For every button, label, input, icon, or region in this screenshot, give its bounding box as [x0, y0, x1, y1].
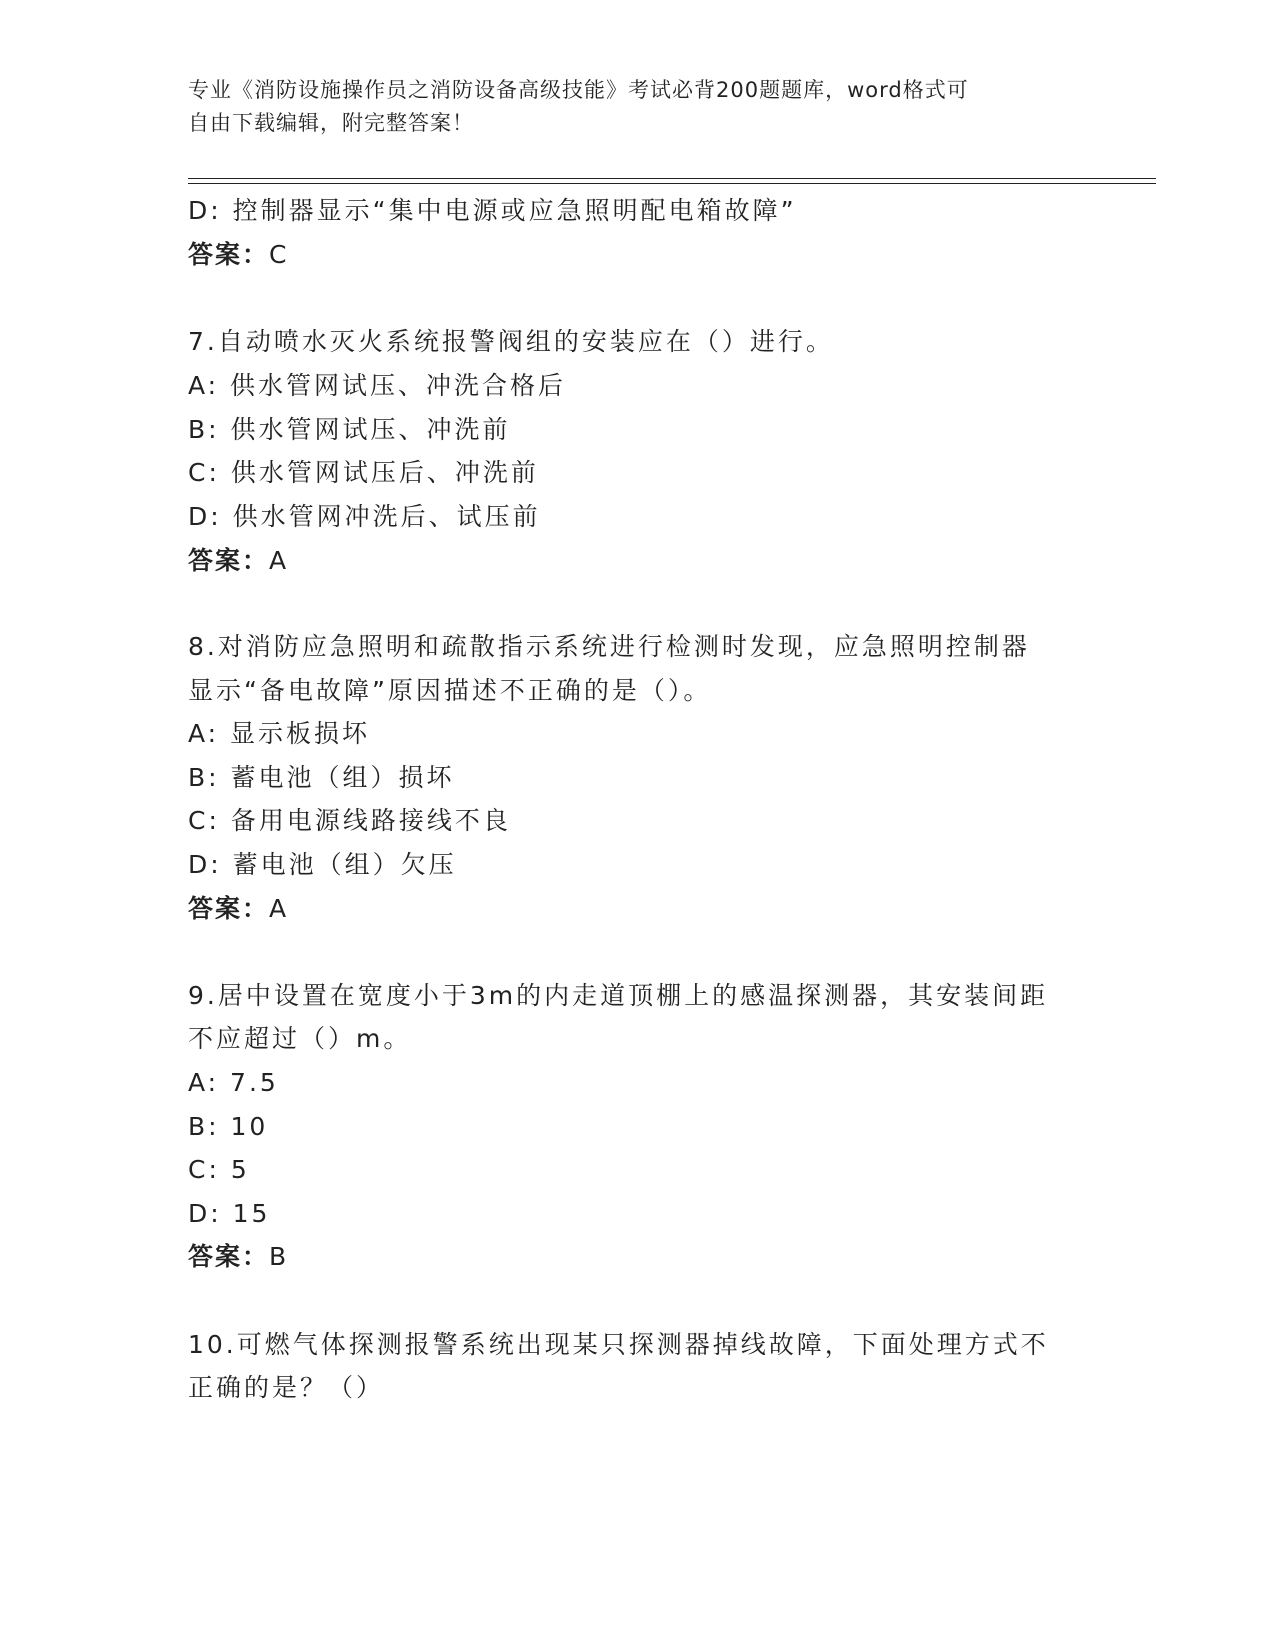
q8-option-c: C: 备用电源线路接线不良	[188, 806, 511, 835]
document-header	[188, 74, 1068, 140]
header-rule-top	[188, 178, 1156, 179]
answer-label: 答案：	[188, 1242, 270, 1271]
q8-option-b: B: 蓄电池（组）损坏	[188, 763, 455, 792]
answer-label: 答案：	[188, 240, 270, 269]
q7-option-d: D: 供水管网冲洗后、试压前	[188, 502, 541, 531]
prev-option-d: D: 控制器显示“集中电源或应急照明配电箱故障”	[188, 196, 797, 225]
answer-label: 答案：	[188, 546, 270, 575]
q9-option-d: D: 15	[188, 1199, 271, 1228]
q8-answer	[188, 894, 286, 924]
q8-stem-line-2: 显示“备电故障”原因描述不正确的是（）。	[188, 676, 712, 705]
q7-option-a: A: 供水管网试压、冲洗合格后	[188, 371, 567, 400]
header-line-1: 专业《消防设施操作员之消防设备高级技能》考试必背200题题库，word格式可	[188, 78, 969, 102]
q9-option-a: A: 7.5	[188, 1068, 279, 1097]
q10-stem-line-1: 10.可燃气体探测报警系统出现某只探测器掉线故障，下面处理方式不	[188, 1330, 1049, 1359]
q7-stem: 7.自动喷水灭火系统报警阀组的安装应在（）进行。	[188, 327, 834, 356]
q8-option-d: D: 蓄电池（组）欠压	[188, 850, 457, 879]
answer-value: C	[269, 240, 287, 269]
q8-stem-line-1: 8.对消防应急照明和疏散指示系统进行检测时发现，应急照明控制器	[188, 632, 1030, 661]
q9-stem-line-1: 9.居中设置在宽度小于3m的内走道顶棚上的感温探测器，其安装间距	[188, 981, 1049, 1010]
q7-option-c: C: 供水管网试压后、冲洗前	[188, 458, 539, 487]
answer-value: A	[269, 546, 287, 575]
answer-value: B	[269, 1242, 287, 1271]
q8-option-a: A: 显示板损坏	[188, 719, 371, 748]
q9-option-c: C: 5	[188, 1155, 250, 1184]
q9-stem-line-2: 不应超过（）m。	[188, 1024, 412, 1053]
q9-option-b: B: 10	[188, 1112, 269, 1141]
q7-option-b: B: 供水管网试压、冲洗前	[188, 415, 511, 444]
answer-value: A	[269, 894, 287, 923]
answer-label: 答案：	[188, 894, 270, 923]
header-line-2: 自由下载编辑，附完整答案！	[188, 111, 474, 135]
q10-stem-line-2: 正确的是？（）	[188, 1373, 385, 1402]
header-rule-bottom	[188, 183, 1156, 184]
q9-answer	[188, 1242, 286, 1272]
q7-answer	[188, 546, 286, 576]
prev-answer	[188, 240, 286, 270]
